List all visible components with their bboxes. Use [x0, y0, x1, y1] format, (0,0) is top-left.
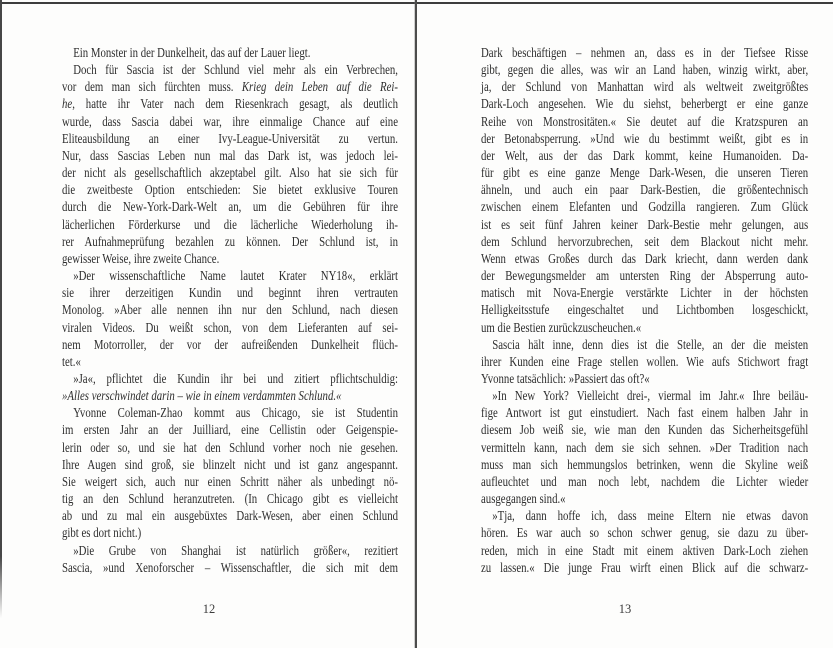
text-line: rer Aufnahmeprüfung bezahlen zu können. Der Schlund ist, in — [62, 233, 398, 249]
text-line: dem Schlund hervorzubrechen, seit dem Blackout nicht mehr. — [481, 233, 809, 249]
page-number-right: 13 — [618, 602, 632, 616]
text-line: Yvonne tatsächlich: »Passiert das oft?« — [481, 370, 650, 386]
text-line: Sascia, »und Xenoforscher – Wissenschaftler, die sich mit dem — [62, 559, 398, 575]
text-line: vermitteln kann, nach dem sie sich sehnen. »Der Tradition nach — [481, 439, 809, 455]
text-line: um die Bestien zurückzuscheuchen.« — [481, 319, 642, 335]
text-line: lerin oder so, und sie hat den Schlund vorher noch nie gesehen. — [62, 439, 398, 455]
text-line: durch die New-York-Dark-Welt an, um die Gebühren für ihre — [62, 199, 398, 215]
text-line: matisch mit Nova-Energie verstärkte Lichter in der höchsten — [481, 285, 809, 301]
text-line: Sie weigert sich, auch nur einen Schritt näher als unbedingt nö- — [62, 473, 398, 489]
text-line: ausgegangen sind.« — [481, 491, 566, 507]
text-line: vor dem man sich fürchten muss. Krieg dein Leben auf die Rei- — [62, 79, 398, 95]
text-line: Wenn etwas Großes durch das Dark kriecht, dann werden dank — [481, 250, 809, 266]
text-line: Reihe von Monstrositäten.« Sie deutet auf die Kratzspuren an — [481, 113, 809, 129]
text-line: Helligkeitsstufe eingeschaltet und Lichtbomben losgeschickt, — [481, 302, 809, 318]
text-line: nem Motorroller, der vor der aufreißenden Dunkelheit flüch- — [62, 336, 398, 352]
text-line: der Welt, aus der das Dark kommt, keine Humanoiden. Da- — [481, 147, 809, 163]
text-line: zwischen einem Elefanten und Godzilla rangieren. Zum Glück — [481, 199, 809, 215]
text-line: muss man sich hemmungslos betrinken, wenn die Skyline weiß — [481, 456, 809, 472]
text-line: diesem Job weiß sie, wie man den Kunden das Sicherheitsgefühl — [481, 422, 809, 438]
left-page-edge-rule — [0, 0, 2, 618]
text-line: »Ja«, pflichtet die Kundin ihr bei und zitiert pflichtschuldig: — [73, 370, 398, 386]
text-line: Nur, dass Sascias Leben nun mal das Dark ist, was jedoch lei- — [62, 147, 398, 163]
text-line: lächerlichen Förderkurse und die lächerliche Wiederholung ih- — [62, 216, 398, 232]
text-line: Dark beschäftigen – nehmen an, dass es in der Tiefsee Risse — [481, 45, 809, 60]
text-line: ist es seit fünf Jahren keiner Dark-Bestie mehr gelungen, aus — [481, 216, 809, 232]
text-line: »Der wissenschaftliche Name lautet Krater NY18«, erklärt — [73, 268, 398, 284]
text-line: »Tja, dann hoffe ich, dass meine Eltern nie etwas davon — [492, 508, 809, 524]
text-line: fige Antwort ist gut einstudiert. Nach fast einem halben Jahr in — [481, 405, 809, 421]
page-number-left: 12 — [202, 602, 216, 616]
text-line: »Die Grube von Shanghai ist natürlich größer«, rezitiert — [73, 542, 398, 558]
text-line: Dark-Loch angesehen. Wie du siehst, beherbergt er eine ganze — [481, 96, 809, 112]
text-line: der nicht als gesellschaftlich akzeptabel gilt. Also hat sie sich für — [62, 165, 398, 181]
text-line: zu lassen.« Die junge Frau wirft einen Blick auf die schwarz- — [481, 559, 809, 575]
text-line: tig an den Schlund heranzutreten. (In Chicago gibt es vielleicht — [62, 491, 398, 507]
text-line: »Alles verschwindet darin – wie in einem verdammten Schlund.« — [62, 388, 342, 404]
text-line: aufleuchtet und man noch lebt, nachdem die Lichter wieder — [481, 473, 809, 489]
text-line: im ersten Jahr an der Juilliard, eine Cellistin oder Geigenspie- — [62, 422, 398, 438]
text-line: für gibt es eine ganze Menge Dark-Wesen, die unseren Tieren — [481, 165, 809, 181]
text-line: Eliteausbildung an einer Ivy-League-Universität zu vertun. — [62, 130, 398, 146]
text-line: Monolog. »Aber alle nennen ihn nur den Schlund, nach diesen — [62, 302, 398, 318]
text-line: tet.« — [62, 353, 81, 369]
text-line: wurde, dass Sascia dabei war, ihre einmalige Chance auf eine — [62, 113, 398, 129]
text-line: viralen Videos. Du weißt schon, von dem Lieferanten auf sei- — [62, 319, 398, 335]
text-line: gibt es dort nicht.) — [62, 525, 142, 541]
text-line: Sascia hält inne, denn dies ist die Stelle, an der die meisten — [492, 336, 809, 352]
text-line: der Bewegungsmelder am untersten Ring der Absperrung auto- — [481, 268, 809, 284]
text-line: hören. Es war auch so schon schwer genug, sie dazu zu über- — [481, 525, 809, 541]
page-gutter-rule — [415, 0, 417, 648]
text-line: die zweitbeste Option entschieden: Sie bietet exklusive Touren — [62, 182, 398, 198]
text-line: sie ihrer derzeitigen Kundin und beginnt ihren vertrauten — [62, 285, 398, 301]
text-line: ja, der Schlund von Manhattan wird als weltweit zweitgrößtes — [481, 79, 809, 95]
text-line: gibt, gegen die alles, was wir an Land haben, winzig wirkt, aber, — [481, 62, 809, 78]
text-line: ähneln, und auch ein paar Dark-Bestien, die größentechnisch — [481, 182, 809, 198]
text-line: ab und zu mal ein ausgebüxtes Dark-Wesen, aber einen Schlund — [62, 508, 398, 524]
page-left-text — [62, 44, 398, 576]
text-line: ihrer Kunden eine Frage stellen wollen. Wie aufs Stichwort fragt — [481, 353, 809, 369]
text-line: reden, mich in eine Stadt mit einem aktiven Dark-Loch ziehen — [481, 542, 809, 558]
text-line: Ein Monster in der Dunkelheit, das auf der Lauer liegt. — [73, 45, 311, 60]
text-line: Doch für Sascia ist der Schlund viel mehr als ein Verbrechen, — [73, 62, 398, 78]
text-line: der Betonabsperrung. »Und wie du bestimmt weißt, gibt es in — [481, 130, 809, 146]
text-line: he, hatte ihr Vater nach dem Riesenkrach gesagt, als deutlich — [62, 96, 398, 112]
page-right-text — [481, 44, 808, 576]
text-line: Yvonne Coleman-Zhao kommt aus Chicago, sie ist Studentin — [73, 405, 398, 421]
text-line: gewisser Weise, ihre zweite Chance. — [62, 250, 220, 266]
text-line: Ihre Augen sind groß, sie blinzelt nicht und ist ganz angespannt. — [62, 456, 398, 472]
text-line: »In New York? Vielleicht drei-, viermal im Jahr.« Ihre beiläu- — [492, 388, 809, 404]
